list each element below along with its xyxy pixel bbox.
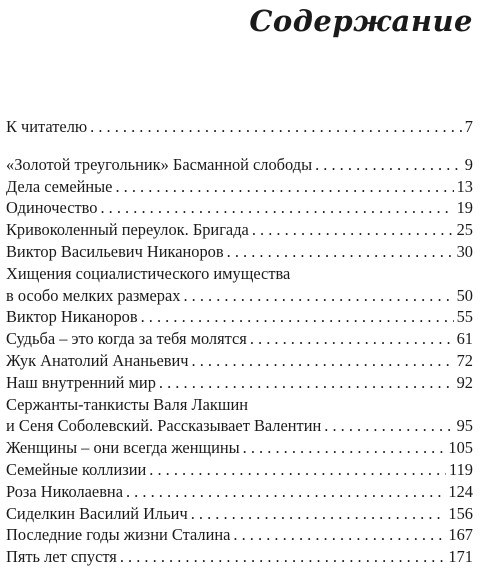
table-of-contents [6,116,473,568]
toc-entry-label: Сиделкин Василий Ильич [6,503,188,523]
toc-entry-page: 124 [448,481,473,501]
leader-dots [233,524,445,546]
page-title: Содержание [249,4,473,38]
toc-entry-page: 72 [456,350,473,370]
toc-entry-page: 25 [456,220,473,240]
toc-entry[interactable] [6,285,473,307]
toc-entry[interactable] [6,481,473,503]
toc-entry[interactable] [6,350,473,372]
leader-dots [115,176,453,198]
toc-entry-page: 30 [456,241,473,261]
toc-entry-label: «Золотой треугольник» Басманной слободы [6,154,313,174]
toc-entry-page: 7 [464,117,473,136]
toc-entry-label: К читателю [6,117,88,136]
toc-entry-label: Жук Анатолий Ананьевич [6,350,189,370]
toc-entry-label: и Сеня Соболевский. Рассказывает Валентин [6,416,322,436]
toc-entry[interactable] [6,437,473,459]
leader-dots [126,481,445,503]
toc-entry[interactable] [6,116,473,138]
toc-entry-page: 171 [448,547,473,567]
toc-entry-label: в особо мелких размерах [6,285,181,305]
toc-entry[interactable] [6,524,473,546]
leader-dots [159,372,454,394]
toc-entry-page: 105 [448,438,473,458]
toc-entry[interactable] [6,241,473,263]
leader-dots [243,437,446,459]
toc-entry-label: Виктор Никаноров [6,307,138,327]
toc-entry[interactable] [6,372,473,394]
toc-entry-page: 13 [456,176,473,196]
toc-entry-label: Кривоколенный переулок. Бригада [6,220,249,240]
toc-entry-label: Пять лет спустя [6,547,117,567]
leader-dots [191,503,446,525]
leader-dots [90,116,462,138]
toc-entry-page: 119 [449,459,473,479]
toc-entry-label-line1: Хищения социалистического имущества [6,263,291,283]
toc-entry-label: Наш внутренний мир [6,372,156,392]
toc-entry-page: 50 [456,285,473,305]
toc-entry-label: Виктор Васильевич Никаноров [6,241,224,261]
toc-entry-label-line1: Сержанты-танкисты Валя Лакшин [6,394,248,414]
toc-entry[interactable] [6,306,473,328]
leader-dots [183,285,453,307]
toc-entry-label: Семейные коллизии [6,459,147,479]
toc-entry[interactable] [6,197,473,219]
toc-entry-label: Роза Николаевна [6,481,123,501]
toc-entry-label: Женщины – они всегда женщины [6,438,240,458]
toc-entry-page: 19 [456,198,473,218]
leader-dots [250,328,454,350]
toc-entry-label: Одиночество [6,198,98,218]
toc-entry-page: 92 [456,372,473,392]
leader-dots [324,415,453,437]
toc-entry-page: 9 [464,154,473,174]
toc-entry[interactable] [6,219,473,241]
leader-dots [120,546,446,568]
leader-dots [252,219,454,241]
toc-entry-page: 167 [448,525,473,545]
toc-entry[interactable] [6,154,473,176]
leader-dots [315,154,462,176]
toc-entry-label: Дела семейные [6,176,113,196]
leader-dots [227,241,454,263]
leader-dots [149,459,446,481]
toc-entry-page: 61 [456,329,473,349]
toc-entry-page: 156 [448,503,473,523]
leader-dots [100,197,453,219]
toc-entry[interactable] [6,459,473,481]
toc-entry-page: 55 [456,307,473,327]
toc-entry-label: Последние годы жизни Сталина [6,525,231,545]
toc-entry-label: Судьба – это когда за тебя молятся [6,329,247,349]
toc-entry[interactable] [6,503,473,525]
toc-entry-page: 95 [456,416,473,436]
leader-dots [192,350,454,372]
toc-entry[interactable] [6,176,473,198]
toc-entry[interactable] [6,328,473,350]
toc-entry[interactable] [6,415,473,437]
toc-entry[interactable] [6,546,473,568]
leader-dots [141,306,454,328]
